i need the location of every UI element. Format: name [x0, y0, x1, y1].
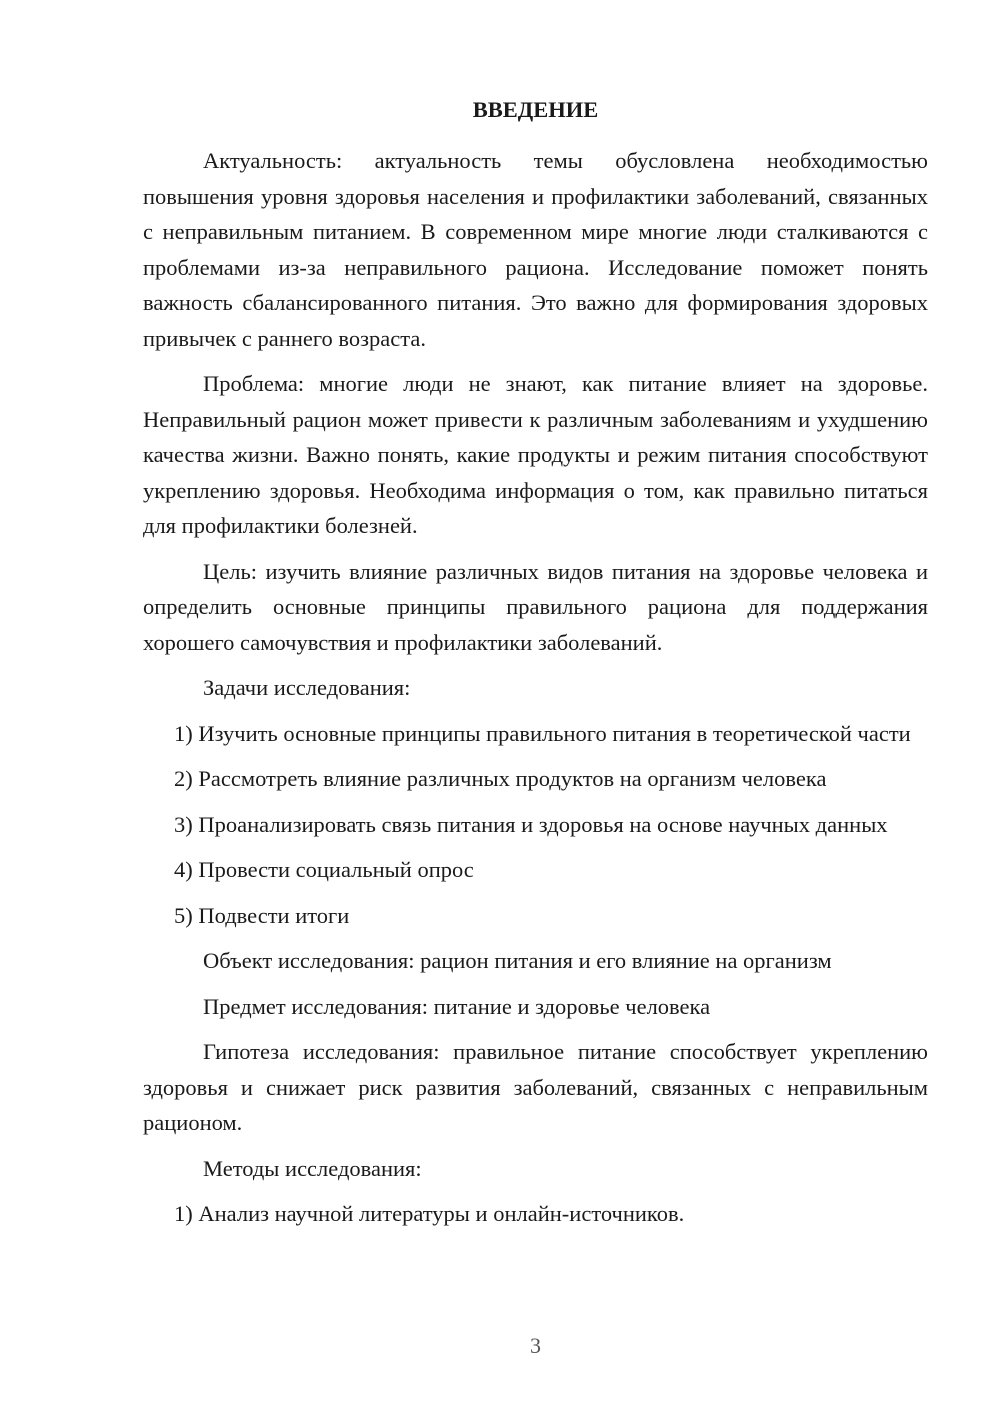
- document-body: [143, 143, 928, 1242]
- page-title: ВВЕДЕНИЕ: [472, 97, 599, 122]
- method-item-1: 1) Анализ научной литературы и онлайн-источников.: [174, 1201, 685, 1226]
- goal-paragraph: Цель: изучить влияние различных видов питания на здоровье человека и определить основные принципы правильного рациона для поддержания хорошего самочувствия и профилактики заболеваний.: [143, 558, 928, 655]
- task-item-1: 1) Изучить основные принципы правильного питания в теоретической части: [174, 720, 911, 746]
- task-item-5: 5) Подвести итоги: [174, 902, 350, 928]
- task-item-4: 4) Провести социальный опрос: [174, 857, 474, 882]
- methods-heading: Методы исследования:: [203, 1155, 422, 1181]
- tasks-heading: Задачи исследования:: [203, 675, 411, 700]
- document-page: [143, 0, 928, 1414]
- relevance-paragraph: Актуальность: актуальность темы обусловлена необходимостью повышения уровня здоровья населения и профилактики заболеваний, связанных с неправильным питанием. В современном мире многие люди сталкиваются с проблемами из-за неправильного рациона. Исследование поможет понять важность сбалансированного питания. Это важно для формирования здоровых привычек с раннего возраста.: [143, 148, 928, 351]
- problem-paragraph: Проблема: многие люди не знают, как питание влияет на здоровье. Неправильный рацион может привести к различным заболеваниям и ухудшению качества жизни. Важно понять, какие продукты и режим питания способствуют укреплению здоровья. Необходима информация о том, как правильно питаться для профилактики болезней.: [143, 371, 928, 538]
- page-number: 3: [530, 1333, 541, 1358]
- subject-paragraph: Предмет исследования: питание и здоровье человека: [203, 993, 711, 1019]
- task-item-2: 2) Рассмотреть влияние различных продуктов на организм человека: [174, 766, 827, 791]
- task-item-3: 3) Проанализировать связь питания и здоровья на основе научных данных: [174, 811, 888, 837]
- object-paragraph: Объект исследования: рацион питания и его влияние на организм: [203, 948, 832, 973]
- hypothesis-paragraph: Гипотеза исследования: правильное питание способствует укреплению здоровья и снижает риск развития заболеваний, связанных с неправильным рационом.: [143, 1039, 928, 1135]
